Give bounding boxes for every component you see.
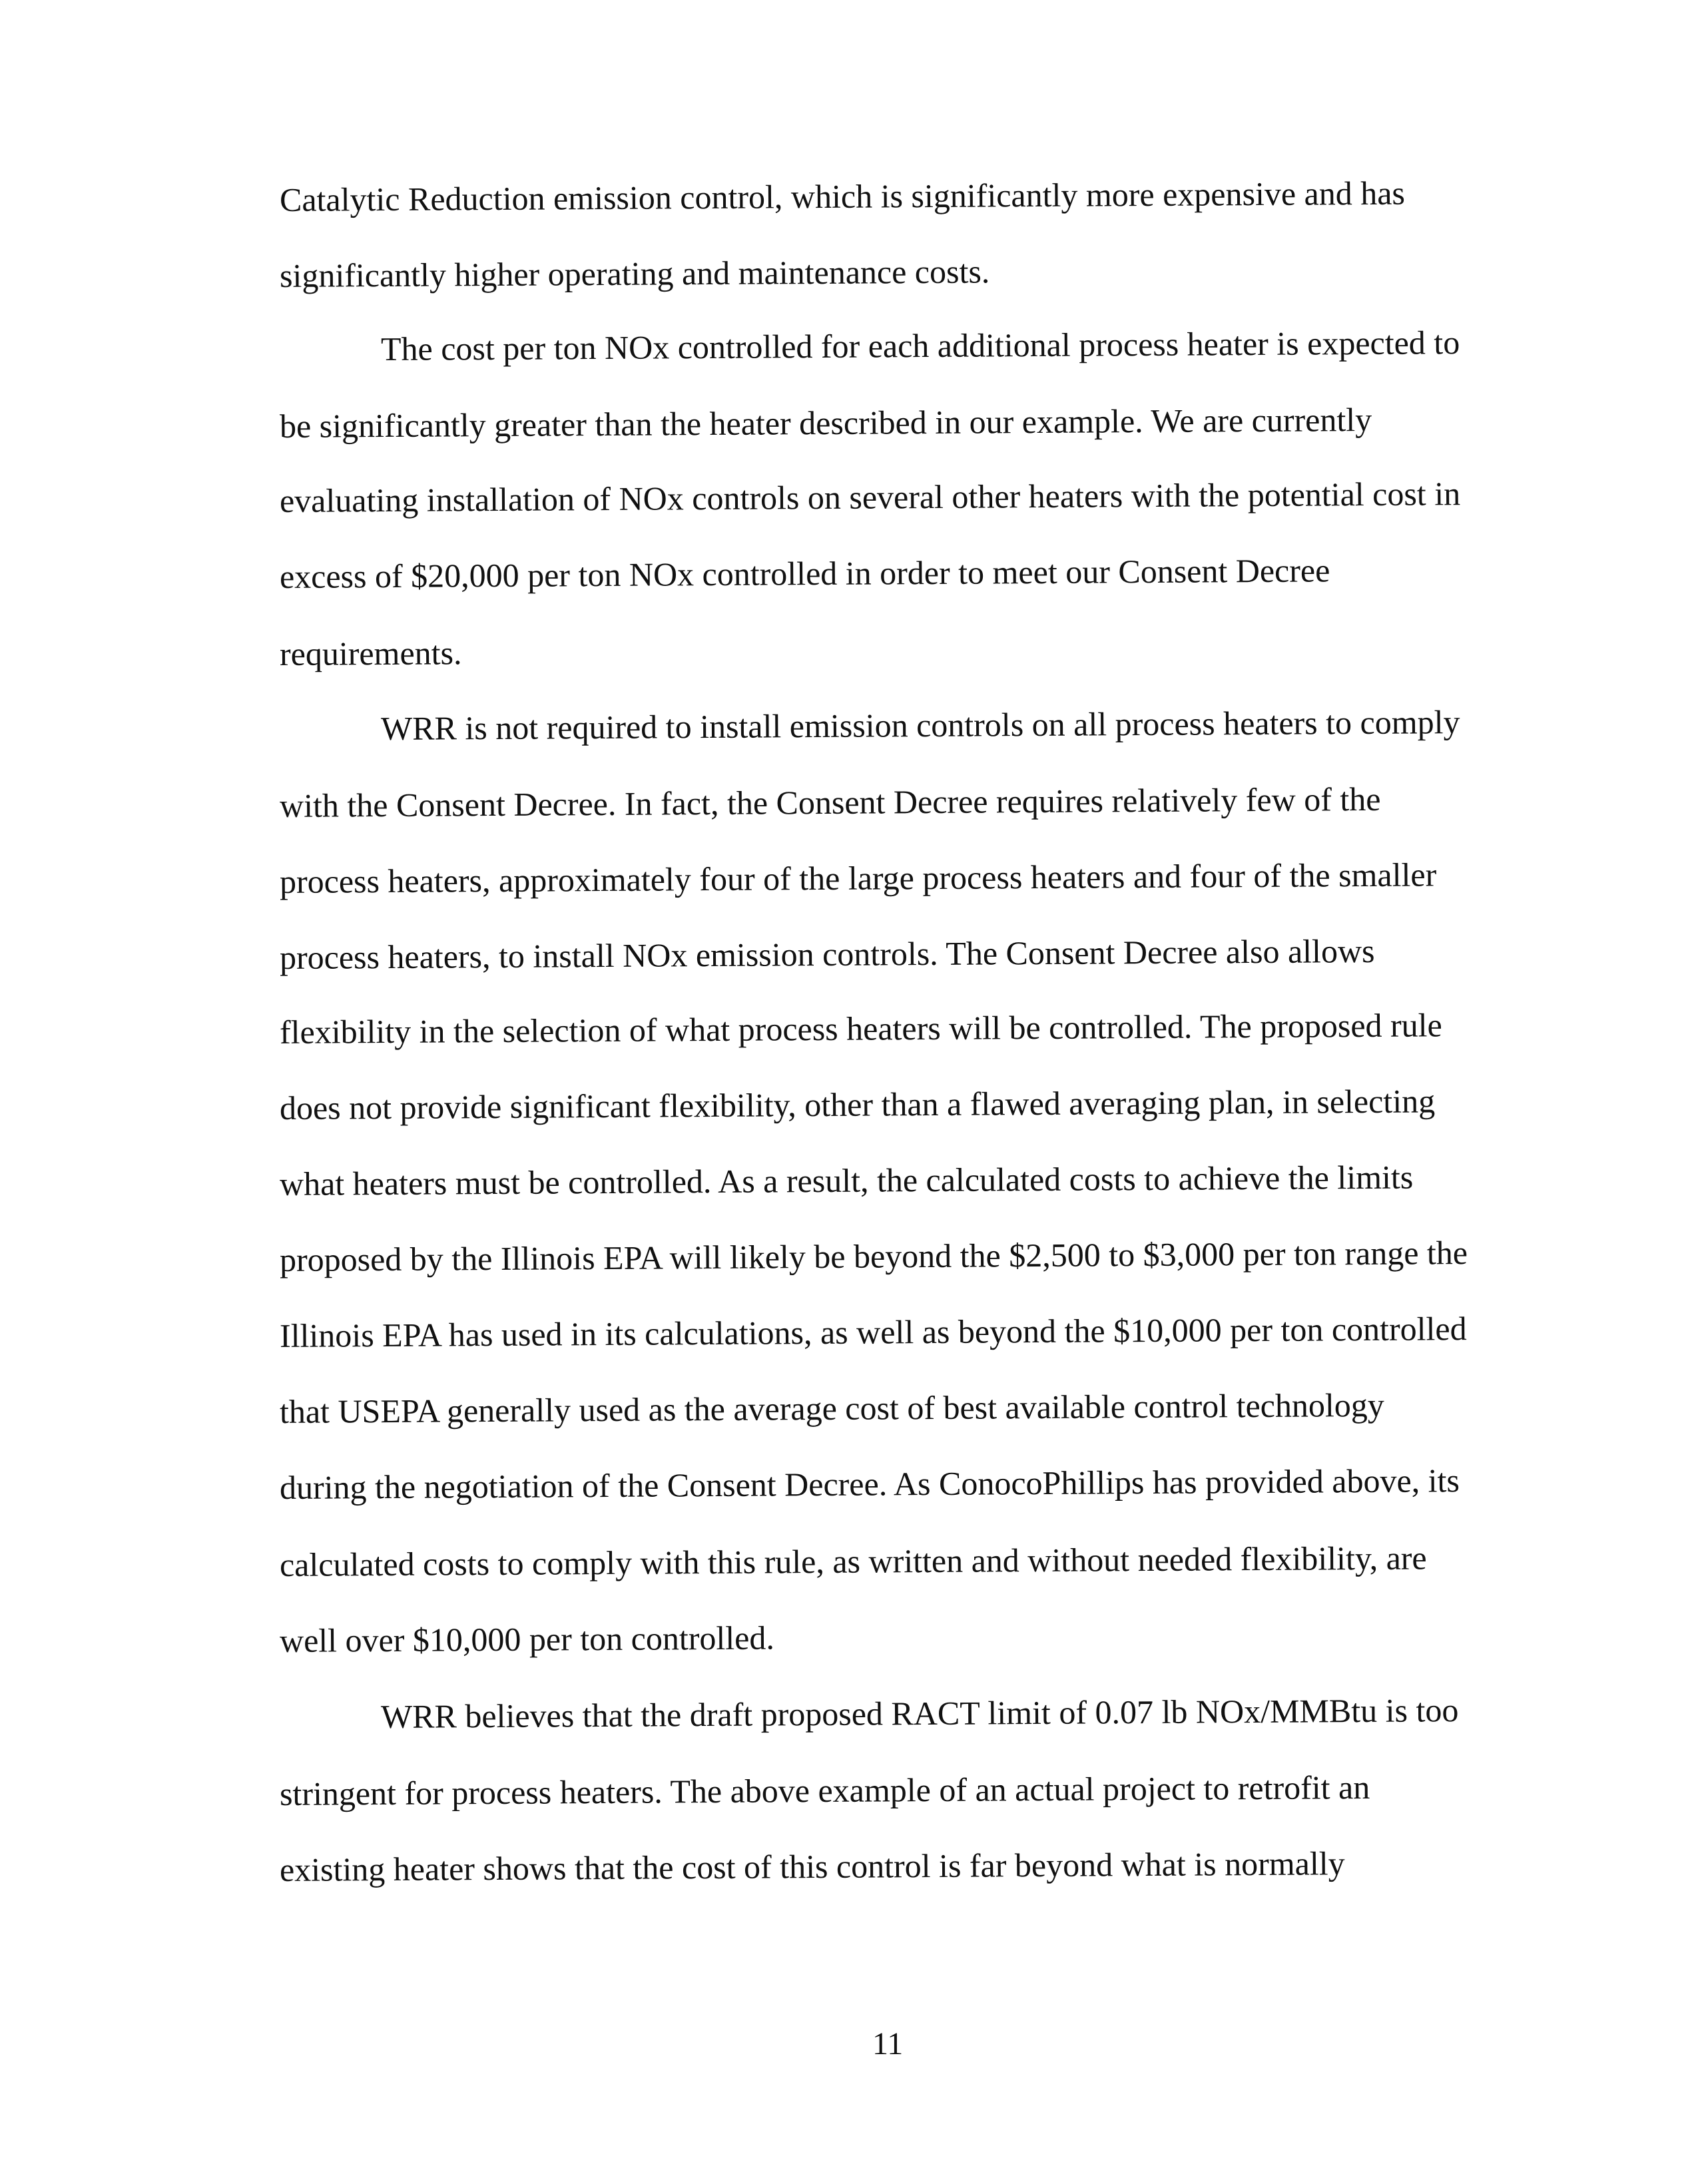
text-line: flexibility in the selection of what process heaters will be controlled. The proposed rule xyxy=(279,1006,1442,1051)
text-line: evaluating installation of NOx controls on several other heaters with the potential cost in xyxy=(279,475,1461,519)
text-line: requirements. xyxy=(279,634,462,673)
text-line: existing heater shows that the cost of this control is far beyond what is normally xyxy=(279,1844,1345,1888)
text-line: with the Consent Decree. In fact, the Consent Decree requires relatively few of the xyxy=(279,780,1381,824)
text-line: excess of $20,000 per ton NOx controlled in order to meet our Consent Decree xyxy=(279,551,1330,595)
text-line: calculated costs to comply with this rule, as written and without needed flexibility, are xyxy=(279,1539,1427,1583)
text-line: significantly higher operating and maintenance costs. xyxy=(279,252,990,294)
text-line: does not provide significant flexibility, other than a flawed averaging plan, in selecting xyxy=(279,1082,1436,1127)
page-number: 11 xyxy=(872,2026,904,2061)
text-line: that USEPA generally used as the average cost of best available control technology xyxy=(279,1386,1384,1430)
text-line: be significantly greater than the heater described in our example. We are currently xyxy=(279,400,1372,445)
text-line: process heaters, to install NOx emission controls. The Consent Decree also allows xyxy=(279,932,1375,976)
text-line: during the negotiation of the Consent Decree. As ConocoPhillips has provided above, its xyxy=(279,1462,1460,1506)
text-line: proposed by the Illinois EPA will likely be beyond the $2,500 to $3,000 per ton range the xyxy=(279,1234,1468,1278)
paragraph-start-line: The cost per ton NOx controlled for each additional process heater is expected to xyxy=(380,324,1460,368)
text-line: Catalytic Reduction emission control, which is significantly more expensive and has xyxy=(279,174,1406,218)
paragraph-start-line: WRR believes that the draft proposed RACT limit of 0.07 lb NOx/MMBtu is too xyxy=(380,1691,1459,1735)
paragraph-start-line: WRR is not required to install emission controls on all process heaters to comply xyxy=(380,703,1460,747)
text-line: well over $10,000 per ton controlled. xyxy=(279,1619,775,1659)
text-line: Illinois EPA has used in its calculations, as well as beyond the $10,000 per ton controlled xyxy=(279,1310,1467,1354)
text-line: process heaters, approximately four of the large process heaters and four of the smaller xyxy=(279,856,1437,900)
text-line: stringent for process heaters. The above example of an actual project to retrofit an xyxy=(279,1768,1370,1812)
text-line: what heaters must be controlled. As a result, the calculated costs to achieve the limits xyxy=(279,1158,1414,1203)
